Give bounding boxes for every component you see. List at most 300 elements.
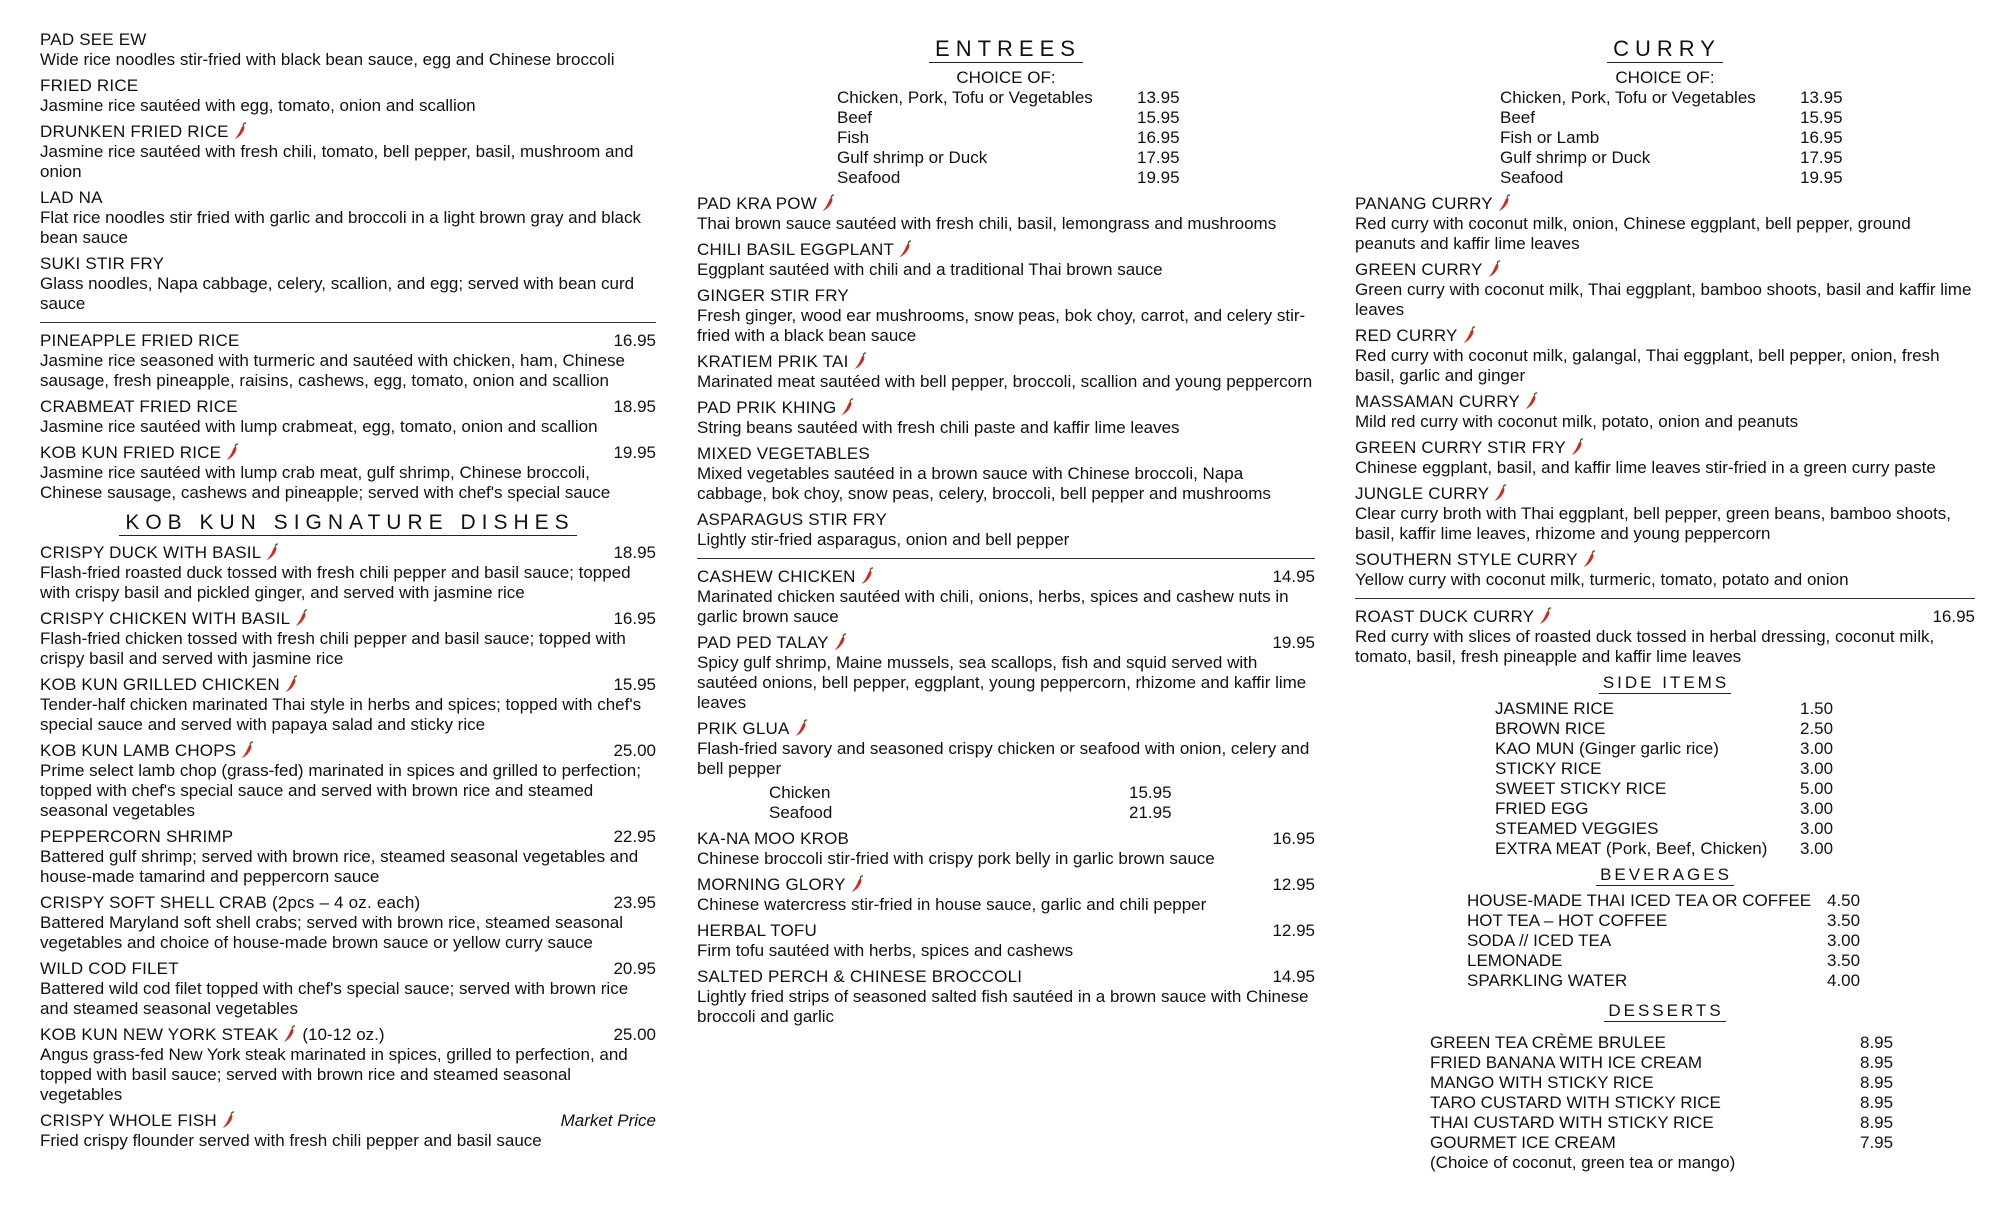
- menu-item-name-wrap: [697, 510, 887, 530]
- menu-item-name-wrap: [697, 633, 847, 653]
- menu-item: [1355, 392, 1975, 432]
- menu-item-header: [40, 1025, 656, 1045]
- section-divider: [1355, 598, 1975, 599]
- choice-row: [837, 88, 1315, 108]
- price-row-value: 3.00: [1800, 759, 1834, 778]
- menu-item-description: Jasmine rice seasoned with turmeric and sautéed with chicken, ham, Chinese sausage, fresh pineapple, raisins, cashews, egg, tomato, onion and scallion: [40, 351, 625, 390]
- menu-item-name: GINGER STIR FRY: [697, 286, 849, 305]
- menu-item-name-wrap: [1355, 194, 1511, 214]
- section-divider: [40, 322, 656, 323]
- menu-item-header: [1355, 550, 1975, 570]
- menu-item-price: 18.95: [613, 397, 656, 416]
- menu-item-header: [40, 827, 656, 847]
- chili-pepper-icon: [1582, 550, 1596, 568]
- menu-item-price: 25.00: [613, 1025, 656, 1044]
- menu-item-name-wrap: [40, 741, 254, 761]
- menu-item-name-wrap: [40, 543, 279, 563]
- menu-item-name-wrap: [40, 254, 164, 274]
- menu-item-description: Fresh ginger, wood ear mushrooms, snow peas, bok choy, carrot, and celery stir-fried with a black bean sauce: [697, 306, 1306, 345]
- desserts-table: [1430, 1033, 1975, 1173]
- entrees-more-list: [697, 829, 1315, 1027]
- price-row: [1430, 1053, 1975, 1073]
- price-row-label: GOURMET ICE CREAM: [1430, 1133, 1616, 1152]
- beverages-table: [1467, 891, 1975, 991]
- menu-item-header: [1355, 607, 1975, 627]
- menu-item-name-wrap: [697, 352, 867, 372]
- menu-item: [697, 875, 1315, 915]
- chili-pepper-icon: [1524, 392, 1538, 410]
- menu-item-header: [697, 510, 1315, 530]
- menu-item-header: [40, 331, 656, 351]
- menu-item-name: WILD COD FILET: [40, 959, 179, 978]
- price-row-label: SPARKLING WATER: [1467, 971, 1628, 990]
- menu-item-price: 25.00: [613, 741, 656, 760]
- chili-pepper-icon: [794, 719, 808, 737]
- choice-label: Beef: [1500, 108, 1535, 127]
- price-row: [1495, 759, 1975, 779]
- menu-item-description: Wide rice noodles stir-fried with black bean sauce, egg and Chinese broccoli: [40, 50, 615, 69]
- menu-item-name: PAD PRIK KHING: [697, 398, 837, 417]
- price-row-value: 3.00: [1800, 799, 1834, 818]
- menu-item-price: 16.95: [613, 609, 656, 628]
- menu-item-price: 19.95: [613, 443, 656, 462]
- menu-item-name-wrap: [697, 921, 817, 941]
- menu-item: [1355, 326, 1975, 386]
- menu-item-price: 23.95: [613, 893, 656, 912]
- menu-item-name-wrap: [697, 194, 835, 214]
- menu-item-name: GREEN CURRY STIR FRY: [1355, 438, 1566, 457]
- menu-item-description: Battered wild cod filet topped with chef's special sauce; served with brown rice and steamed seasonal vegetables: [40, 979, 629, 1018]
- menu-item-description: Clear curry broth with Thai eggplant, bell pepper, green beans, bamboo shoots, basil, kaffir lime leaves, rhizome and young peppercorn: [1355, 504, 1951, 543]
- menu-item: [40, 959, 656, 1019]
- menu-item-header: [1355, 260, 1975, 280]
- menu-item: [1355, 550, 1975, 590]
- signature-section-title: KOB KUN SIGNATURE DISHES: [40, 511, 656, 535]
- choice-price: 13.95: [1800, 88, 1843, 107]
- chili-pepper-icon: [1462, 326, 1476, 344]
- choice-row: [1500, 128, 1975, 148]
- entrees-special-list: [697, 567, 1315, 779]
- menu-item-header: [40, 609, 656, 629]
- price-row-label: HOUSE-MADE THAI ICED TEA OR COFFEE: [1467, 891, 1812, 910]
- menu-item-name-wrap: [1355, 260, 1501, 280]
- choice-price: 13.95: [1137, 88, 1180, 107]
- menu-item: [40, 76, 656, 116]
- menu-item-description: Eggplant sautéed with chili and a traditional Thai brown sauce: [697, 260, 1163, 279]
- menu-item: [697, 719, 1315, 779]
- menu-item-name-wrap: [697, 567, 874, 587]
- menu-item-size: (10-12 oz.): [302, 1025, 385, 1044]
- choice-row: [1500, 108, 1975, 128]
- menu-item-price: 16.95: [613, 331, 656, 350]
- choice-label: Fish or Lamb: [1500, 128, 1600, 147]
- chili-pepper-icon: [233, 122, 247, 140]
- menu-item-description: Flash-fried savory and seasoned crispy chicken or seafood with onion, celery and bell pepper: [697, 739, 1310, 778]
- chili-pepper-icon: [221, 1111, 235, 1129]
- menu-item: [1355, 260, 1975, 320]
- menu-item: [40, 254, 656, 314]
- menu-item-name-wrap: [1355, 607, 1552, 627]
- price-row-value: 8.95: [1860, 1033, 1894, 1052]
- choice-row: [837, 148, 1315, 168]
- menu-item: [1355, 194, 1975, 254]
- curry-title: CURRY: [1355, 36, 1975, 62]
- menu-item-header: [697, 398, 1315, 418]
- menu-item: [40, 1111, 656, 1151]
- choice-label: Seafood: [1500, 168, 1564, 187]
- menu-item-price: 12.95: [1272, 875, 1315, 894]
- menu-item-header: [40, 1111, 656, 1131]
- menu-item-name: ASPARAGUS STIR FRY: [697, 510, 888, 529]
- menu-item-name-wrap: [40, 675, 298, 695]
- chili-pepper-icon: [284, 675, 298, 693]
- price-row-value: 1.50: [1800, 699, 1834, 718]
- menu-item-header: [40, 188, 656, 208]
- price-row: [1430, 1153, 1975, 1173]
- menu-item-name: KOB KUN LAMB CHOPS: [40, 741, 237, 760]
- menu-item-name: MORNING GLORY: [697, 875, 846, 894]
- menu-item-name-wrap: [697, 719, 808, 739]
- menu-item-name: RED CURRY: [1355, 326, 1458, 345]
- choice-price: 17.95: [1800, 148, 1843, 167]
- menu-item-description: Prime select lamb chop (grass-fed) marinated in spices and grilled to perfection; topped with chef's special sauce and served with brown rice and steamed seasonal vegetables: [40, 761, 641, 820]
- menu-item-name: MASSAMAN CURRY: [1355, 392, 1520, 411]
- menu-item-header: [1355, 326, 1975, 346]
- menu-item-name: CRISPY CHICKEN WITH BASIL: [40, 609, 291, 628]
- menu-item-description: Green curry with coconut milk, Thai eggplant, bamboo shoots, basil and kaffir lime leaves: [1355, 280, 1972, 319]
- chili-pepper-icon: [821, 194, 835, 212]
- prik-glua-options: [697, 783, 1315, 823]
- choice-row: [1500, 148, 1975, 168]
- price-row-label: SODA // ICED TEA: [1467, 931, 1612, 950]
- price-row-label: FRIED EGG: [1495, 799, 1589, 818]
- price-row-value: 7.95: [1860, 1133, 1894, 1152]
- menu-item-name: CHILI BASIL EGGPLANT: [697, 240, 895, 259]
- price-row: [1467, 951, 1975, 971]
- menu-item-name-wrap: [1355, 438, 1584, 458]
- menu-item-header: [40, 30, 656, 50]
- beverages-title: BEVERAGES: [1355, 865, 1975, 885]
- price-row-label: LEMONADE: [1467, 951, 1563, 970]
- menu-item-price: 20.95: [613, 959, 656, 978]
- menu-item-description: Battered gulf shrimp; served with brown rice, steamed seasonal vegetables and house-made tamarind and peppercorn sauce: [40, 847, 639, 886]
- menu-item-header: [40, 741, 656, 761]
- menu-item: [697, 567, 1315, 627]
- choice-label: Chicken, Pork, Tofu or Vegetables: [1500, 88, 1756, 107]
- menu-item-header: [40, 959, 656, 979]
- price-row-value: 3.00: [1800, 739, 1834, 758]
- option-price: 21.95: [1129, 803, 1172, 822]
- price-row: [1430, 1113, 1975, 1133]
- menu-item-header: [40, 543, 656, 563]
- menu-item-description: Yellow curry with coconut milk, turmeric, tomato, potato and onion: [1355, 570, 1849, 589]
- menu-item-description: Mild red curry with coconut milk, potato, onion and peanuts: [1355, 412, 1799, 431]
- menu-item-description: Marinated chicken sautéed with chili, onions, herbs, spices and cashew nuts in garlic brown sauce: [697, 587, 1289, 626]
- menu-item: [697, 286, 1315, 346]
- menu-item-name-wrap: [697, 829, 849, 849]
- menu-item: [40, 741, 656, 821]
- menu-item: [697, 194, 1315, 234]
- price-row: [1467, 931, 1975, 951]
- menu-item-name-wrap: [697, 398, 854, 418]
- menu-item-header: [1355, 194, 1975, 214]
- chili-pepper-icon: [1487, 260, 1501, 278]
- chili-pepper-icon: [282, 1025, 296, 1043]
- menu-item-name: PAD KRA POW: [697, 194, 817, 213]
- menu-item-description: Jasmine rice sautéed with lump crabmeat, egg, tomato, onion and scallion: [40, 417, 598, 436]
- curry-choice-heading: CHOICE OF:: [1615, 68, 1715, 87]
- menu-item-name: HERBAL TOFU: [697, 921, 817, 940]
- price-row-value: 8.95: [1860, 1113, 1894, 1132]
- menu-item-name: KOB KUN NEW YORK STEAK: [40, 1025, 279, 1044]
- price-row-label: BROWN RICE: [1495, 719, 1606, 738]
- menu-item-header: [40, 443, 656, 463]
- menu-item-name-wrap: [40, 397, 238, 417]
- choice-price: 16.95: [1800, 128, 1843, 147]
- price-row-value: 3.00: [1800, 819, 1834, 838]
- specialty-rice-list: [40, 331, 656, 503]
- choice-price: 15.95: [1137, 108, 1180, 127]
- menu-item-header: [1355, 484, 1975, 504]
- menu-item: [697, 829, 1315, 869]
- menu-column-entrees: [697, 30, 1315, 1033]
- menu-item: [697, 510, 1315, 550]
- menu-item-name-wrap: [697, 875, 864, 895]
- menu-item-name: MIXED VEGETABLES: [697, 444, 870, 463]
- menu-item: [1355, 607, 1975, 667]
- menu-item-description: Flash-fried roasted duck tossed with fresh chili pepper and basil sauce; topped with crispy basil and pickled ginger, and served with jasmine rice: [40, 563, 631, 602]
- menu-item: [40, 543, 656, 603]
- menu-item-header: [697, 444, 1315, 464]
- chili-pepper-icon: [850, 875, 864, 893]
- menu-item-name-wrap: [1355, 392, 1538, 412]
- menu-item-name-wrap: [1355, 326, 1476, 346]
- menu-column-noodles-rice: [40, 30, 656, 1157]
- price-row: [1495, 839, 1975, 859]
- choice-label: Fish: [837, 128, 870, 147]
- chili-pepper-icon: [294, 609, 308, 627]
- menu-item-price: 16.95: [1272, 829, 1315, 848]
- price-row-value: 4.50: [1827, 891, 1861, 910]
- menu-item-description: Mixed vegetables sautéed in a brown sauce with Chinese broccoli, Napa cabbage, bok choy, snow peas, celery, broccoli, bell pepper and mushrooms: [697, 464, 1271, 503]
- menu-item-description: Red curry with coconut milk, onion, Chinese eggplant, bell pepper, ground peanuts and kaffir lime leaves: [1355, 214, 1911, 253]
- side-items-title: SIDE ITEMS: [1355, 673, 1975, 693]
- menu-item-header: [40, 254, 656, 274]
- menu-item: [697, 633, 1315, 713]
- entrees-list: [697, 194, 1315, 550]
- price-row-label: TARO CUSTARD WITH STICKY RICE: [1430, 1093, 1721, 1112]
- choice-label: Seafood: [837, 168, 901, 187]
- menu-item: [40, 188, 656, 248]
- menu-item-header: [1355, 438, 1975, 458]
- menu-item-header: [697, 240, 1315, 260]
- price-row: [1430, 1073, 1975, 1093]
- menu-item: [40, 331, 656, 391]
- menu-item-name-wrap: [697, 967, 1022, 987]
- menu-item: [40, 122, 656, 182]
- entrees-choice-table: [837, 88, 1315, 188]
- menu-item-name: LAD NA: [40, 188, 103, 207]
- menu-item-header: [697, 194, 1315, 214]
- menu-item: [1355, 484, 1975, 544]
- curry-choice-table: [1500, 88, 1975, 188]
- menu-item-name-wrap: [697, 444, 870, 464]
- menu-item: [40, 827, 656, 887]
- price-row: [1430, 1093, 1975, 1113]
- menu-item: [40, 675, 656, 735]
- menu-item: [697, 967, 1315, 1027]
- menu-item-description: Chinese eggplant, basil, and kaffir lime leaves stir-fried in a green curry paste: [1355, 458, 1936, 477]
- price-row: [1430, 1133, 1975, 1153]
- price-row-label: STEAMED VEGGIES: [1495, 819, 1659, 838]
- menu-item-header: [697, 633, 1315, 653]
- menu-item-header: [40, 893, 656, 913]
- menu-item-description: Lightly stir-fried asparagus, onion and bell pepper: [697, 530, 1070, 549]
- chili-pepper-icon: [240, 741, 254, 759]
- menu-item-name-wrap: [40, 609, 308, 629]
- menu-item-description: Chinese broccoli stir-fried with crispy pork belly in garlic brown sauce: [697, 849, 1215, 868]
- menu-item-name: SALTED PERCH & CHINESE BROCCOLI: [697, 967, 1023, 986]
- menu-item-header: [697, 967, 1315, 987]
- desserts-title: DESSERTS: [1355, 1001, 1975, 1021]
- menu-item-name: CRABMEAT FRIED RICE: [40, 397, 238, 416]
- menu-item-name: PAD SEE EW: [40, 30, 147, 49]
- choice-label: Chicken, Pork, Tofu or Vegetables: [837, 88, 1093, 107]
- menu-item-name-wrap: [40, 30, 147, 50]
- menu-item-price: 12.95: [1272, 921, 1315, 940]
- menu-item: [40, 609, 656, 669]
- choice-row: [1500, 168, 1975, 188]
- price-row: [1467, 971, 1975, 991]
- menu-item-description: Battered Maryland soft shell crabs; served with brown rice, steamed seasonal vegetables and choice of house-made brown sauce or yellow curry sauce: [40, 913, 623, 952]
- menu-item-description: Jasmine rice sautéed with fresh chili, tomato, bell pepper, basil, mushroom and onion: [40, 142, 634, 181]
- menu-item-description: String beans sautéed with fresh chili paste and kaffir lime leaves: [697, 418, 1180, 437]
- menu-item: [697, 444, 1315, 504]
- menu-item-name-wrap: [697, 286, 849, 306]
- menu-item-description: Chinese watercress stir-fried in house sauce, garlic and chili pepper: [697, 895, 1207, 914]
- menu-item-name-wrap: [40, 959, 179, 979]
- price-row-label: THAI CUSTARD WITH STICKY RICE: [1430, 1113, 1714, 1132]
- price-row-value: 8.95: [1860, 1073, 1894, 1092]
- chili-pepper-icon: [833, 633, 847, 651]
- menu-item-description: Spicy gulf shrimp, Maine mussels, sea scallops, fish and squid served with sautéed onions, bell pepper, eggplant, young peppercorn, rhizome and kaffir lime leaves: [697, 653, 1307, 712]
- menu-item: [40, 397, 656, 437]
- price-row: [1495, 779, 1975, 799]
- menu-item: [1355, 438, 1975, 478]
- menu-item-header: [697, 875, 1315, 895]
- menu-item-price: 14.95: [1272, 967, 1315, 986]
- menu-item-name-wrap: [697, 240, 912, 260]
- menu-item-name: CRISPY SOFT SHELL CRAB (2pcs – 4 oz. each): [40, 893, 421, 912]
- price-row: [1495, 699, 1975, 719]
- menu-item-header: [697, 719, 1315, 739]
- price-row-label: SWEET STICKY RICE: [1495, 779, 1667, 798]
- chili-pepper-icon: [225, 443, 239, 461]
- price-row-label: EXTRA MEAT (Pork, Beef, Chicken): [1495, 839, 1768, 858]
- menu-item: [697, 352, 1315, 392]
- menu-item-description: Firm tofu sautéed with herbs, spices and cashews: [697, 941, 1074, 960]
- menu-item-header: [40, 122, 656, 142]
- entrees-choice-heading: CHOICE OF:: [956, 68, 1056, 87]
- price-row: [1495, 739, 1975, 759]
- menu-item-name: SUKI STIR FRY: [40, 254, 165, 273]
- menu-item: [40, 30, 656, 70]
- menu-item-name-wrap: [40, 443, 239, 463]
- option-price: 15.95: [1129, 783, 1172, 802]
- menu-item-name: CASHEW CHICKEN: [697, 567, 856, 586]
- menu-item-description: Jasmine rice sautéed with lump crab meat, gulf shrimp, Chinese broccoli, Chinese sausage, cashews and pineapple; served with chef's special sauce: [40, 463, 611, 502]
- menu-item: [697, 921, 1315, 961]
- section-divider: [697, 558, 1315, 559]
- price-row-label: MANGO WITH STICKY RICE: [1430, 1073, 1654, 1092]
- price-row-value: 3.00: [1800, 839, 1834, 858]
- option-row: [769, 783, 1315, 803]
- choice-row: [837, 128, 1315, 148]
- menu-item-price: 14.95: [1272, 567, 1315, 586]
- menu-item-name: PEPPERCORN SHRIMP: [40, 827, 234, 846]
- price-row-value: 3.50: [1827, 911, 1861, 930]
- menu-item-description: Tender-half chicken marinated Thai style in herbs and spices; topped with chef's special sauce and served with papaya salad and sticky rice: [40, 695, 642, 734]
- menu-item-price: Market Price: [560, 1111, 656, 1130]
- menu-item-header: [697, 921, 1315, 941]
- menu-item-description: Marinated meat sautéed with bell pepper, broccoli, scallion and young peppercorn: [697, 372, 1313, 391]
- menu-item-header: [40, 675, 656, 695]
- choice-label: Gulf shrimp or Duck: [1500, 148, 1651, 167]
- menu-item-header: [1355, 392, 1975, 412]
- menu-item-name: FRIED RICE: [40, 76, 139, 95]
- menu-item-name-wrap: [40, 893, 420, 913]
- menu-column-curry: [1355, 30, 1975, 1173]
- menu-item-name-wrap: [40, 331, 240, 351]
- menu-item-name: GREEN CURRY: [1355, 260, 1483, 279]
- noodles-rice-list: [40, 30, 656, 314]
- choice-label: Gulf shrimp or Duck: [837, 148, 988, 167]
- menu-item-header: [697, 286, 1315, 306]
- menu-item-name-wrap: [40, 122, 247, 142]
- menu-item-name: PINEAPPLE FRIED RICE: [40, 331, 240, 350]
- menu-item: [40, 893, 656, 953]
- menu-item-name: CRISPY WHOLE FISH: [40, 1111, 217, 1130]
- chili-pepper-icon: [1570, 438, 1584, 456]
- price-row-value: 4.00: [1827, 971, 1861, 990]
- menu-item-name-wrap: [1355, 550, 1596, 570]
- menu-item-price: 16.95: [1932, 607, 1975, 626]
- choice-label: Beef: [837, 108, 872, 127]
- price-row-label: HOT TEA – HOT COFFEE: [1467, 911, 1668, 930]
- menu-item-description: Red curry with coconut milk, galangal, Thai eggplant, bell pepper, onion, fresh basil, garlic and ginger: [1355, 346, 1940, 385]
- menu-item-name: KA-NA MOO KROB: [697, 829, 850, 848]
- choice-row: [837, 168, 1315, 188]
- chili-pepper-icon: [853, 352, 867, 370]
- option-label: Chicken: [769, 783, 831, 802]
- menu-item-name: PANANG CURRY: [1355, 194, 1493, 213]
- menu-item-name-wrap: [40, 827, 233, 847]
- chili-pepper-icon: [860, 567, 874, 585]
- choice-row: [837, 108, 1315, 128]
- signature-dishes-list: [40, 543, 656, 1151]
- choice-price: 15.95: [1800, 108, 1843, 127]
- choice-price: 16.95: [1137, 128, 1180, 147]
- menu-item-name-wrap: [40, 1025, 385, 1045]
- menu-item: [40, 1025, 656, 1105]
- price-row-label: STICKY RICE: [1495, 759, 1602, 778]
- price-row: [1495, 719, 1975, 739]
- price-row: [1467, 891, 1975, 911]
- menu-item-description: Fried crispy flounder served with fresh chili pepper and basil sauce: [40, 1131, 542, 1150]
- choice-price: 19.95: [1800, 168, 1843, 187]
- menu-item-price: 18.95: [613, 543, 656, 562]
- chili-pepper-icon: [265, 543, 279, 561]
